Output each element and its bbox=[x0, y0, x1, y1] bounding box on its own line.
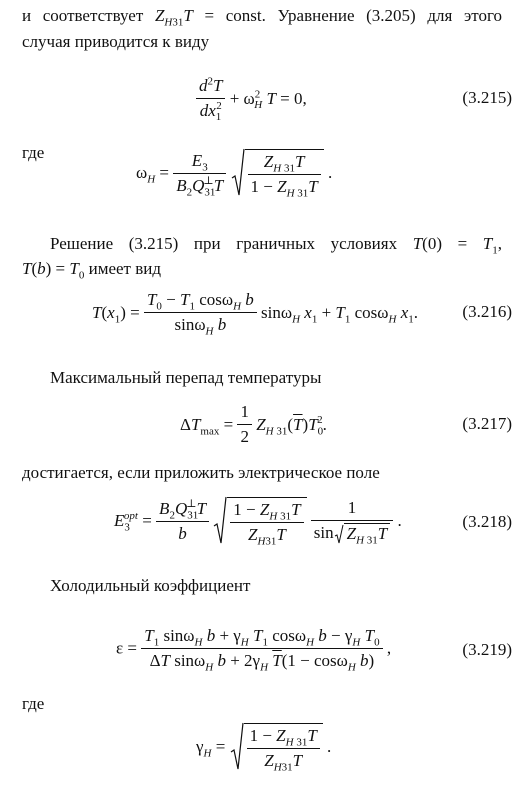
paragraph-cooling-coefficient: Холодильный коэффициент bbox=[50, 576, 251, 595]
text-segment: имеет вид bbox=[88, 259, 162, 278]
sqrt-expression: $\frac{Z_{H 31}T}{1 - Z_{H 31}T}$ bbox=[231, 148, 324, 198]
equation-number: (3.215) bbox=[462, 88, 512, 107]
fraction-epsilon: $\frac{T_1 \sin\omega_H b + \gamma_H T_1 \cos\omega_H b - \gamma_H T_0}{\Delta T \sin\omega_H b + 2\gamma_H \overline{T}(1 - \cos\omega_H b)}$ bbox=[141, 626, 382, 671]
text-segment: = const. Уравнение (3.205) для этого bbox=[204, 6, 503, 25]
eq-dot: . bbox=[327, 737, 332, 756]
fraction-d2T-dx2: $\frac{d^2T}{dx_1^2}$ bbox=[196, 76, 225, 121]
sqrt-expression: $\frac{1 - Z_{H 31}T}{Z_{H31}T}$ bbox=[213, 496, 306, 546]
equation-number: (3.219) bbox=[462, 640, 512, 659]
equation-number: (3.218) bbox=[462, 512, 512, 531]
equation-number: (3.216) bbox=[462, 302, 512, 321]
paragraph-intro-line1: и соответствует $Z_{H31}T$ = const. Уравнение (3.205) для этого bbox=[22, 6, 503, 29]
fraction-half: $\frac{1}{2}$ bbox=[237, 402, 252, 447]
text-segment: Решение (3.215) при граничных условиях bbox=[50, 234, 398, 253]
fraction-solution: $\frac{T_0 - T_1 \cos\omega_H b}{\sin\omega_H b}$ bbox=[144, 290, 257, 335]
where-label-1: где bbox=[22, 143, 45, 162]
eq-rhs: = 0, bbox=[280, 88, 307, 108]
fraction-e3: $\frac{E_3}{B_2Q_{31}^\perp T}$ bbox=[173, 151, 226, 196]
paragraph-intro-line2: случая приводится к виду bbox=[22, 32, 210, 51]
where-label-2: где bbox=[22, 694, 45, 713]
eq-dot: . bbox=[327, 163, 333, 182]
fraction-one-over-sin: $\frac{1}{\sin Z_{H 31}T}$ bbox=[311, 498, 393, 545]
text-segment: и соответствует bbox=[22, 6, 144, 25]
paragraph-solution-line1: Решение (3.215) при граничных условиях $T(0) = T_1$, bbox=[50, 234, 502, 257]
sqrt-expression: $\frac{1 - Z_{H 31}T}{Z_{H31}T}$ bbox=[230, 722, 323, 772]
equation-number: (3.217) bbox=[462, 414, 512, 433]
paragraph-max-temp: Максимальный перепад температуры bbox=[50, 368, 322, 387]
paragraph-solution-line2: $T(b) = T_0$ имеет вид bbox=[22, 259, 162, 282]
paragraph-electric-field: достигается, если приложить электрическое поле bbox=[22, 463, 380, 482]
fraction-b2q: $\frac{B_2Q_{31}^\perp T}{b}$ bbox=[156, 499, 209, 544]
